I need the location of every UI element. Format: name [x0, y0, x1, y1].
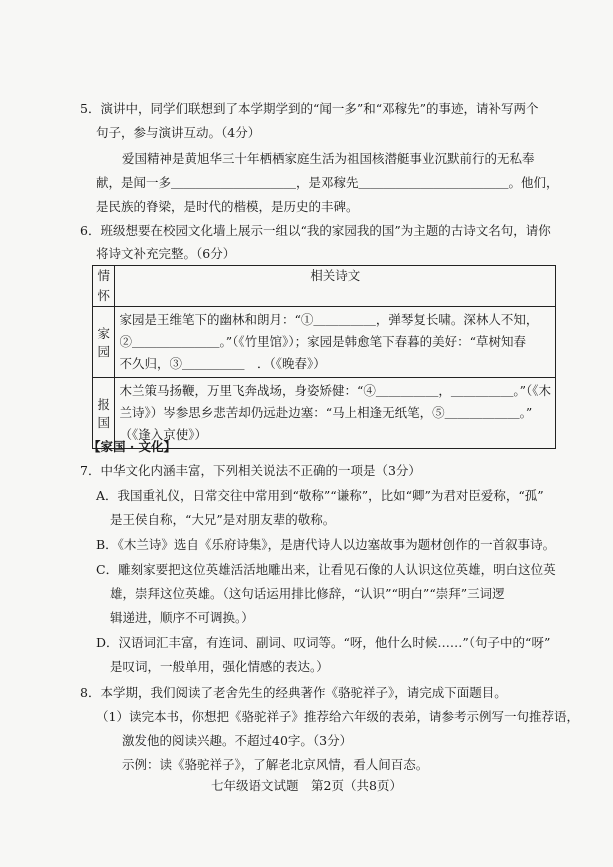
table-header-row — [93, 266, 556, 307]
q7-option-c-line2: 雄，崇拜这位英雄。（这句话运用排比修辞，“认识”“明白”“崇拜”三词逻 — [110, 586, 505, 601]
q7-option-d-line1: D．汉语词汇丰富，有连词、副词、叹词等。“呀，他什么时候……”（句子中的“呀” — [96, 635, 551, 650]
row-label-patriotism: 报国 — [93, 378, 115, 449]
homeland-line-2: ②＿＿＿＿＿＿＿。”（《竹里馆》）；家园是韩愈笔下春暮的美好：“草树知春 — [119, 334, 526, 349]
poetry-table — [92, 265, 556, 449]
row-content-homeland — [115, 307, 556, 378]
q5-passage3: 是民族的脊梁，是时代的楷模，是历史的丰碑。 — [96, 199, 359, 214]
patriotism-line-1: 木兰策马扬鞭，万里飞奔战场，身姿矫健：“④＿＿＿＿＿，＿＿＿＿＿。”（《木 — [119, 383, 551, 398]
table-row-patriotism — [93, 378, 556, 449]
q5-passage1: 爱国精神是黄旭华三十年栖栖家庭生活为祖国核潜艇事业沉默前行的无私奉 — [122, 151, 535, 166]
q7-option-c-line3: 辑递进，顺序不可调换。） — [110, 610, 254, 625]
q7-line1: 7．中华文化内涵丰富，下列相关说法不正确的一项是（3分） — [80, 463, 421, 478]
section-title: 【家国 · 文化】 — [88, 439, 177, 454]
q5-passage2: 献，是闻一多＿＿＿＿＿＿＿＿＿＿，是邓稼先＿＿＿＿＿＿＿＿＿＿＿＿。他们， — [96, 175, 559, 190]
q5-line2: 句子，参与演讲互动。（4分） — [96, 125, 261, 140]
homeland-line-1: 家园是王维笔下的幽林和朗月：“①＿＿＿＿＿，弹琴复长啸。深林人不知， — [119, 312, 539, 327]
homeland-line-3: 不久归，③＿＿＿＿＿ ．（《晚春》） — [119, 356, 326, 371]
table-header-poems: 相关诗文 — [115, 266, 556, 307]
q7-option-d-line2: 是叹词，一般单用，强化情感的表达。） — [110, 659, 329, 674]
q7-option-c-line1: C．雕刻家要把这位英雄活活地雕出来，让看见石像的人认识这位英雄，明白这位英 — [96, 562, 556, 577]
q7-option-b-line1: B．《木兰诗》选自《乐府诗集》，是唐代诗人以边塞故事为题材创作的一首叙事诗。 — [96, 537, 556, 552]
table-row-homeland — [93, 307, 556, 378]
patriotism-line-2: 兰诗》）岑参思乡悲苦却仍远赴边塞：“马上相逢无纸笔，⑤＿＿＿＿＿＿。” — [119, 405, 533, 420]
q8-sub2: 激发他的阅读兴趣。不超过40字。（3分） — [122, 733, 353, 748]
q7-option-a-line2: 是王侯自称，“大兄”是对朋友辈的敬称。 — [110, 512, 336, 527]
q7-option-a-line1: A．我国重礼仪，日常交往中常用到“敬称”“谦称”，比如“卿”为君对臣爱称，“孤” — [96, 488, 544, 503]
page-footer: 七年级语文试题 第2页（共8页） — [211, 778, 402, 793]
patriotism-line-3: （《逢入京使》） — [119, 427, 207, 442]
row-label-homeland: 家园 — [93, 307, 115, 378]
table-header-emotion: 情怀 — [93, 266, 115, 307]
q6-line2: 将诗文补充完整。（6分） — [96, 246, 236, 261]
q8-sub1: （1）读完本书，你想把《骆驼祥子》推荐给六年级的表弟，请参考示例写一句推荐语， — [96, 709, 579, 724]
q6-line1: 6．班级想要在校园文化墙上展示一组以“我的家园我的国”为主题的古诗文名句，请你 — [80, 223, 551, 238]
q8-example: 示例：读《骆驼祥子》，了解老北京风情，看人间百态。 — [122, 757, 429, 772]
q5-line1: 5．演讲中，同学们联想到了本学期学到的“闻一多”和“邓稼先”的事迹，请补写两个 — [80, 101, 539, 116]
row-content-patriotism — [115, 378, 556, 449]
q8-line1: 8．本学期，我们阅读了老舍先生的经典著作《骆驼祥子》，请完成下面题目。 — [80, 685, 507, 700]
